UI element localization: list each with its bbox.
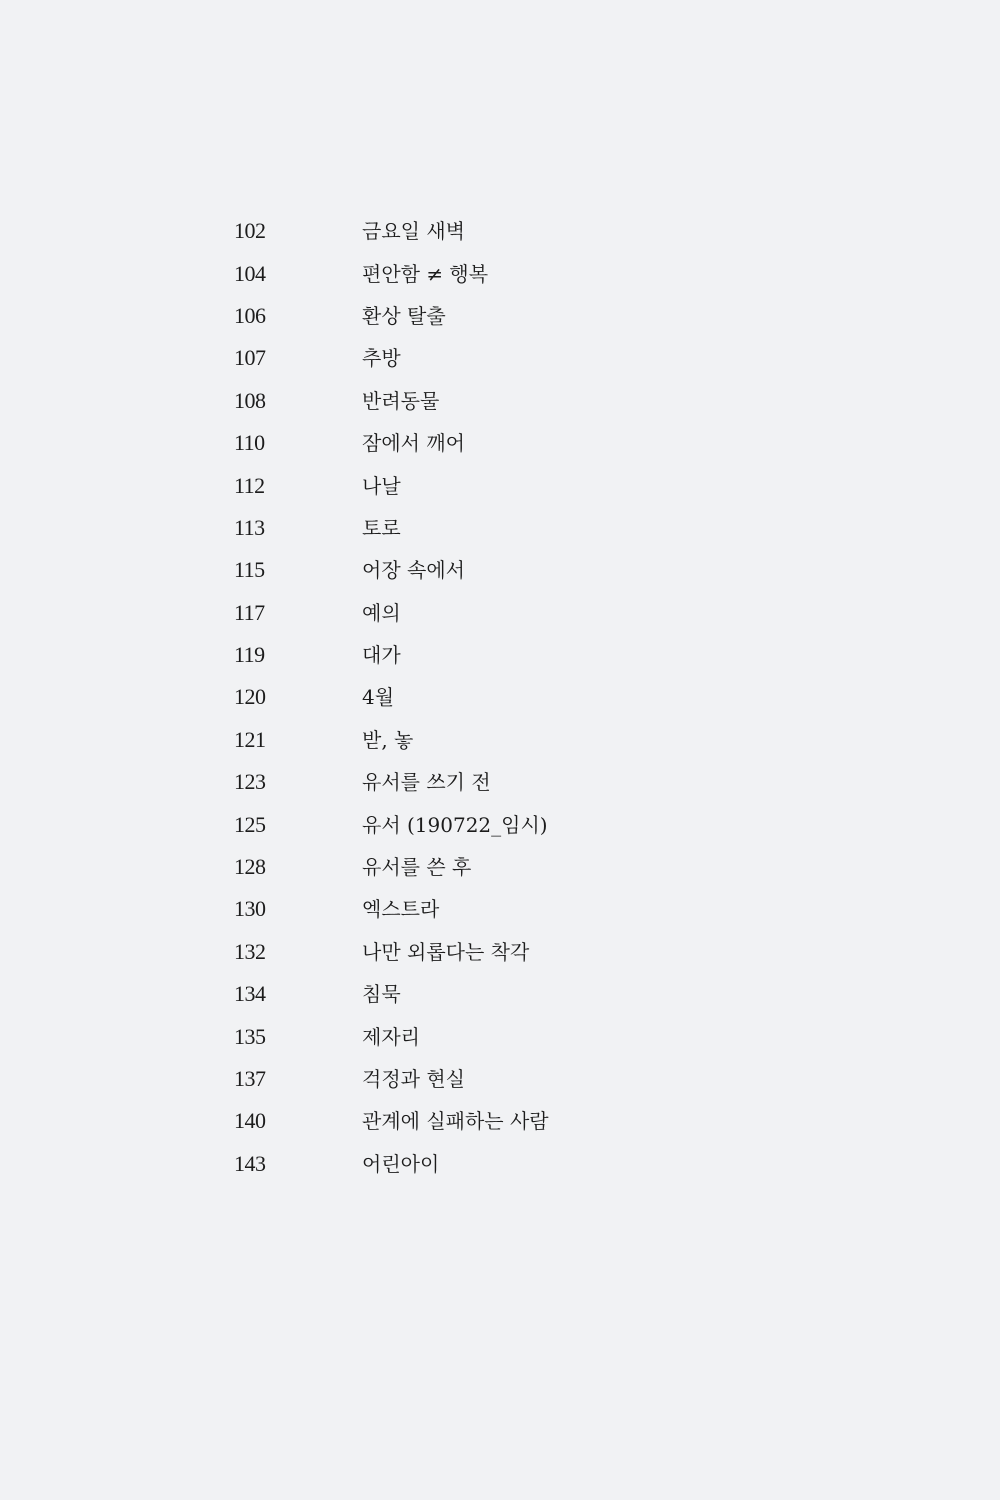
toc-row [234,1015,549,1057]
page-number: 123 [234,769,266,795]
entry-title: 받, 놓 [362,727,414,752]
entry-title: 유서 (190722_임시) [362,812,548,837]
page-number: 115 [234,557,265,583]
toc-row [234,464,549,506]
entry-title: 어장 속에서 [362,558,465,583]
toc-row [234,592,549,634]
page-number: 121 [234,726,266,752]
page-number: 128 [234,854,266,880]
toc-row [234,252,549,294]
entry-title: 추방 [362,346,401,371]
entry-title: 걱정과 현실 [362,1067,465,1091]
entry-title: 나만 외롭다는 착각 [362,939,530,964]
toc-row [234,803,549,845]
page-number: 143 [234,1150,266,1176]
toc-row [234,1143,549,1185]
page-number: 132 [234,938,266,964]
toc-row [234,973,549,1015]
toc-row [234,761,549,803]
toc-row [234,337,549,379]
table-of-contents [234,210,549,1185]
entry-title: 유서를 쓴 후 [362,855,472,880]
page-number: 112 [234,472,265,498]
entry-title: 예의 [362,600,401,625]
entry-title: 나날 [362,473,401,498]
page-number: 125 [234,811,266,837]
toc-row [234,210,549,252]
entry-title: 편안함 ≠ 행복 [362,261,489,286]
page-number: 107 [234,345,266,371]
toc-row [234,422,549,464]
page-number: 113 [234,514,265,540]
entry-title: 어린아이 [362,1151,440,1176]
page-number: 134 [234,981,266,1007]
page-number: 117 [234,599,265,625]
entry-title: 토로 [362,515,401,540]
toc-row [234,634,549,676]
toc-row [234,846,549,888]
entry-title: 금요일 새벽 [362,219,465,244]
page-number: 102 [234,218,266,244]
page-number: 130 [234,896,266,922]
entry-title: 환상 탈출 [362,303,446,328]
entry-title: 엑스트라 [362,897,440,922]
entry-title: 4월 [362,685,395,710]
page-number: 120 [234,684,266,710]
page-number: 110 [234,430,265,456]
page-number: 108 [234,387,266,413]
toc-row [234,380,549,422]
toc-row [234,507,549,549]
toc-row [234,549,549,591]
entry-title: 제자리 [362,1024,420,1049]
entry-title: 반려동물 [362,388,440,413]
page-number: 140 [234,1108,266,1134]
toc-row [234,931,549,973]
entry-title: 관계에 실패하는 사람 [362,1109,549,1134]
page-number: 135 [234,1023,266,1049]
page-number: 104 [234,260,266,286]
toc-row [234,1100,549,1142]
toc-row [234,1058,549,1100]
page-number: 106 [234,302,266,328]
entry-title: 대가 [362,643,401,668]
toc-row [234,295,549,337]
toc-row [234,676,549,718]
entry-title: 침묵 [362,982,401,1007]
toc-row [234,888,549,930]
page-number: 119 [234,642,265,668]
entry-title: 유서를 쓰기 전 [362,770,491,795]
toc-row [234,719,549,761]
page-number: 137 [234,1066,266,1091]
entry-title: 잠에서 깨어 [362,431,465,456]
